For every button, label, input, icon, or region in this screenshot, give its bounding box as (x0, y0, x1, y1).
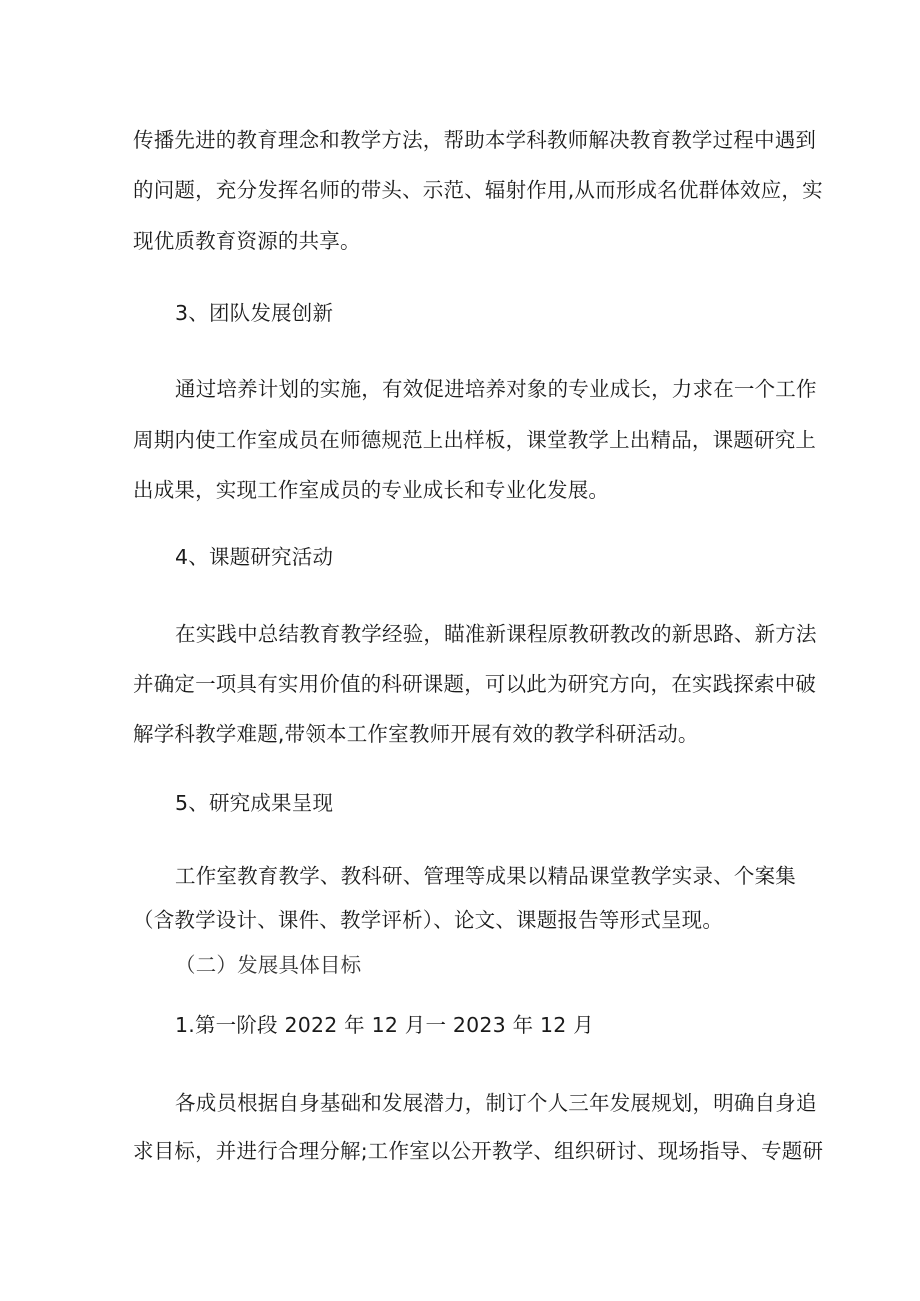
paragraph-line: 工作室教育教学、教科研、管理等成果以精品课堂教学实录、个案集 (175, 864, 796, 888)
paragraph-line: 各成员根据自身基础和发展潜力，制订个人三年发展规划，明确自身追 (175, 1091, 817, 1115)
subsection-heading: （二）发展具体目标 (175, 953, 362, 977)
paragraph-line: 现优质教育资源的共享。 (133, 229, 361, 253)
section-heading: 4、课题研究活动 (175, 545, 334, 569)
stage-heading: 1.第一阶段 2022 年 12 月一 2023 年 12 月 (175, 1013, 594, 1037)
paragraph-line: 解学科教学难题,带领本工作室教师开展有效的教学科研活动。 (133, 722, 699, 746)
paragraph-line: 在实践中总结教育教学经验，瞄准新课程原教研教改的新思路、新方法 (175, 622, 817, 646)
paragraph-line: 通过培养计划的实施，有效促进培养对象的专业成长，力求在一个工作 (175, 377, 817, 401)
paragraph-line: 的问题，充分发挥名师的带头、示范、辐射作用,从而形成名优群体效应，实 (133, 178, 823, 202)
paragraph-line: 传播先进的教育理念和教学方法，帮助本学科教师解决教育教学过程中遇到 (133, 128, 817, 152)
paragraph-line: 并确定一项具有实用价值的科研课题，可以此为研究方向，在实践探索中破 (133, 672, 817, 696)
paragraph-line: 求目标，并进行合理分解;工作室以公开教学、组织研讨、现场指导、专题研 (133, 1139, 824, 1163)
paragraph-line: （含教学设计、课件、教学评析）、论文、课题报告等形式呈现。 (133, 908, 724, 932)
section-heading: 5、研究成果呈现 (175, 791, 334, 815)
paragraph-line: 周期内使工作室成员在师德规范上出样板，课堂教学上出精品，课题研究上 (133, 428, 817, 452)
paragraph-line: 出成果，实现工作室成员的专业成长和专业化发展。 (133, 478, 610, 502)
section-heading: 3、团队发展创新 (175, 301, 334, 325)
